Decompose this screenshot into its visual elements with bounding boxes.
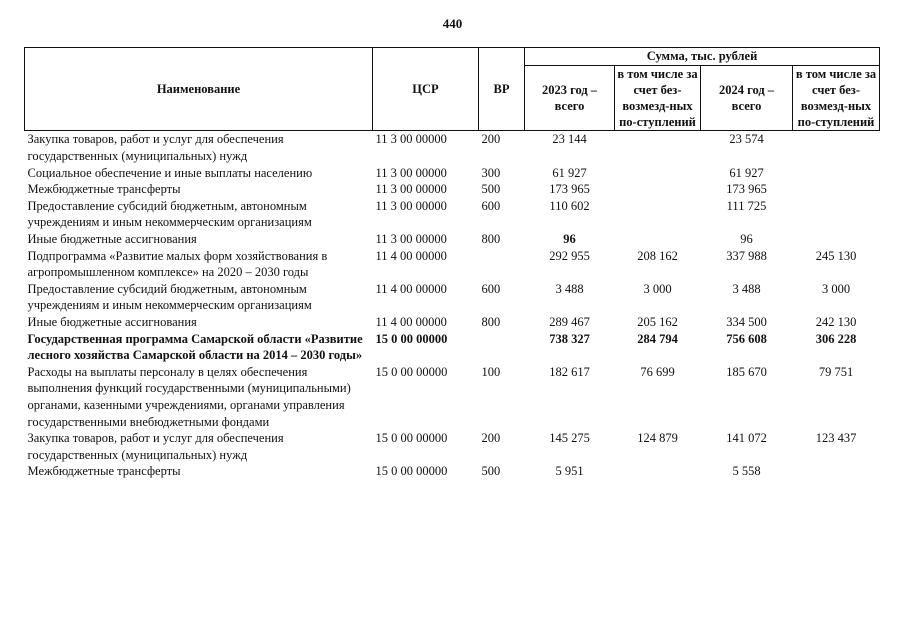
header-incl-2024: в том числе за счет без-возмезд-ных по-ступлений <box>793 65 880 131</box>
row-vr: 600 <box>481 198 501 213</box>
table-row <box>25 364 880 430</box>
table-row <box>25 314 880 331</box>
row-vr: 600 <box>481 281 501 296</box>
header-total-2023: 2023 год – всего <box>525 65 615 131</box>
row-csr: 11 4 00 00000 <box>375 314 447 329</box>
row-total-2023: 173 965 <box>549 182 590 197</box>
row-incl-2023: 3 000 <box>643 281 672 296</box>
header-sum-group: Сумма, тыс. рублей <box>525 48 880 66</box>
row-total-2024: 337 988 <box>726 248 767 263</box>
row-csr: 11 4 00 00000 <box>375 248 447 263</box>
row-total-2023: 5 951 <box>555 464 584 479</box>
row-incl-2023: 205 162 <box>637 314 678 329</box>
row-total-2023: 182 617 <box>549 364 590 379</box>
row-total-2024: 111 725 <box>726 198 767 213</box>
row-vr <box>479 331 525 364</box>
row-vr: 500 <box>481 182 501 197</box>
row-csr: 15 0 00 00000 <box>375 464 448 479</box>
row-vr: 500 <box>481 464 501 479</box>
row-incl-2024: 242 130 <box>815 314 857 329</box>
row-csr: 11 3 00 00000 <box>375 182 447 197</box>
row-incl-2023 <box>615 231 701 248</box>
row-vr: 100 <box>481 364 501 379</box>
row-incl-2024: 3 000 <box>821 281 851 296</box>
row-vr: 200 <box>481 431 501 446</box>
row-total-2024: 3 488 <box>732 281 761 296</box>
row-incl-2023 <box>615 198 701 231</box>
row-csr: 11 4 00 00000 <box>375 281 447 296</box>
row-vr: 200 <box>481 132 501 147</box>
row-total-2024: 173 965 <box>726 182 767 197</box>
row-csr: 15 0 00 00000 <box>375 331 448 346</box>
row-incl-2024 <box>793 198 880 231</box>
row-incl-2024 <box>793 463 880 480</box>
row-name: Межбюджетные трансферты <box>27 464 181 479</box>
row-incl-2023: 284 794 <box>637 331 678 346</box>
row-total-2023: 3 488 <box>555 281 584 296</box>
row-incl-2023: 124 879 <box>637 431 678 446</box>
row-vr: 800 <box>481 231 501 246</box>
row-incl-2023 <box>615 463 701 480</box>
page-number: 440 <box>442 16 463 31</box>
row-total-2023: 110 602 <box>549 198 590 213</box>
row-csr: 11 3 00 00000 <box>375 165 447 180</box>
row-name: Закупка товаров, работ и услуг для обеспечения государственных (муниципальных) нужд <box>27 132 284 163</box>
row-incl-2024 <box>793 231 880 248</box>
row-vr: 300 <box>481 165 501 180</box>
row-name: Расходы на выплаты персоналу в целях обеспечения выполнения функций государственными (муниципальными) органами, казенными учреждениями, органами управления государственными внебюджетными фондами <box>27 364 351 429</box>
table-row <box>25 165 880 182</box>
row-name: Подпрограмма «Развитие малых форм хозяйствования в агропромышленном комплексе» на 2020 – 2030 годы <box>27 248 328 280</box>
row-total-2024: 185 670 <box>726 364 767 379</box>
header-total-2024: 2024 год – всего <box>701 65 793 131</box>
table-row <box>25 430 880 463</box>
row-total-2023: 292 955 <box>549 248 590 263</box>
row-incl-2023 <box>615 181 701 198</box>
table-row <box>25 281 880 314</box>
table-row <box>25 463 880 480</box>
row-name: Предоставление субсидий бюджетным, автономным учреждениям и иным некоммерческим организациям <box>27 198 312 230</box>
row-incl-2023 <box>615 131 701 165</box>
row-vr: 800 <box>481 314 501 329</box>
row-total-2023: 23 144 <box>552 132 587 147</box>
row-name: Межбюджетные трансферты <box>27 182 181 197</box>
row-incl-2024 <box>793 131 880 165</box>
row-incl-2023: 76 699 <box>640 364 675 379</box>
row-name: Социальное обеспечение и иные выплаты населению <box>27 165 313 180</box>
row-incl-2024: 79 751 <box>818 364 854 379</box>
row-total-2023: 738 327 <box>549 331 590 346</box>
row-total-2024: 61 927 <box>729 165 764 180</box>
header-csr: ЦСР <box>373 48 479 131</box>
row-csr: 11 3 00 00000 <box>375 198 447 213</box>
row-incl-2024 <box>793 165 880 182</box>
row-name: Государственная программа Самарской области «Развитие лесного хозяйства Самарской области на 2014 – 2030 годы» <box>27 331 363 363</box>
row-incl-2024: 245 130 <box>815 248 857 263</box>
table-row-program <box>25 331 880 364</box>
table-row <box>25 248 880 281</box>
row-total-2024: 23 574 <box>729 132 764 147</box>
row-total-2023: 96 <box>563 231 576 246</box>
table-row <box>25 131 880 165</box>
row-vr <box>479 248 525 281</box>
row-name: Предоставление субсидий бюджетным, автономным учреждениям и иным некоммерческим организациям <box>27 281 312 313</box>
budget-table <box>24 47 880 480</box>
row-name: Иные бюджетные ассигнования <box>27 231 197 246</box>
row-csr: 11 3 00 00000 <box>375 132 447 147</box>
row-csr: 11 3 00 00000 <box>375 231 447 246</box>
row-incl-2023: 208 162 <box>637 248 678 263</box>
row-name: Иные бюджетные ассигнования <box>27 314 197 329</box>
row-total-2024: 756 608 <box>726 331 767 346</box>
row-total-2023: 61 927 <box>552 165 587 180</box>
table-row <box>25 231 880 248</box>
row-incl-2024 <box>793 181 880 198</box>
header-vr: ВР <box>479 48 525 131</box>
row-total-2024: 141 072 <box>726 431 767 446</box>
row-total-2024: 5 558 <box>732 464 761 479</box>
row-name: Закупка товаров, работ и услуг для обеспечения государственных (муниципальных) нужд <box>27 431 284 462</box>
row-incl-2024: 306 228 <box>815 331 857 346</box>
row-incl-2023 <box>615 165 701 182</box>
table-row <box>25 198 880 231</box>
header-name: Наименование <box>25 48 373 131</box>
table-header <box>25 48 880 131</box>
header-incl-2023: в том числе за счет без-возмезд-ных по-ступлений <box>615 65 701 131</box>
row-total-2023: 145 275 <box>549 431 590 446</box>
row-total-2024: 334 500 <box>726 314 767 329</box>
table-row <box>25 181 880 198</box>
row-total-2023: 289 467 <box>549 314 590 329</box>
row-incl-2024: 123 437 <box>815 431 857 446</box>
row-csr: 15 0 00 00000 <box>375 364 448 379</box>
row-csr: 15 0 00 00000 <box>375 431 448 446</box>
row-total-2024: 96 <box>740 231 753 246</box>
